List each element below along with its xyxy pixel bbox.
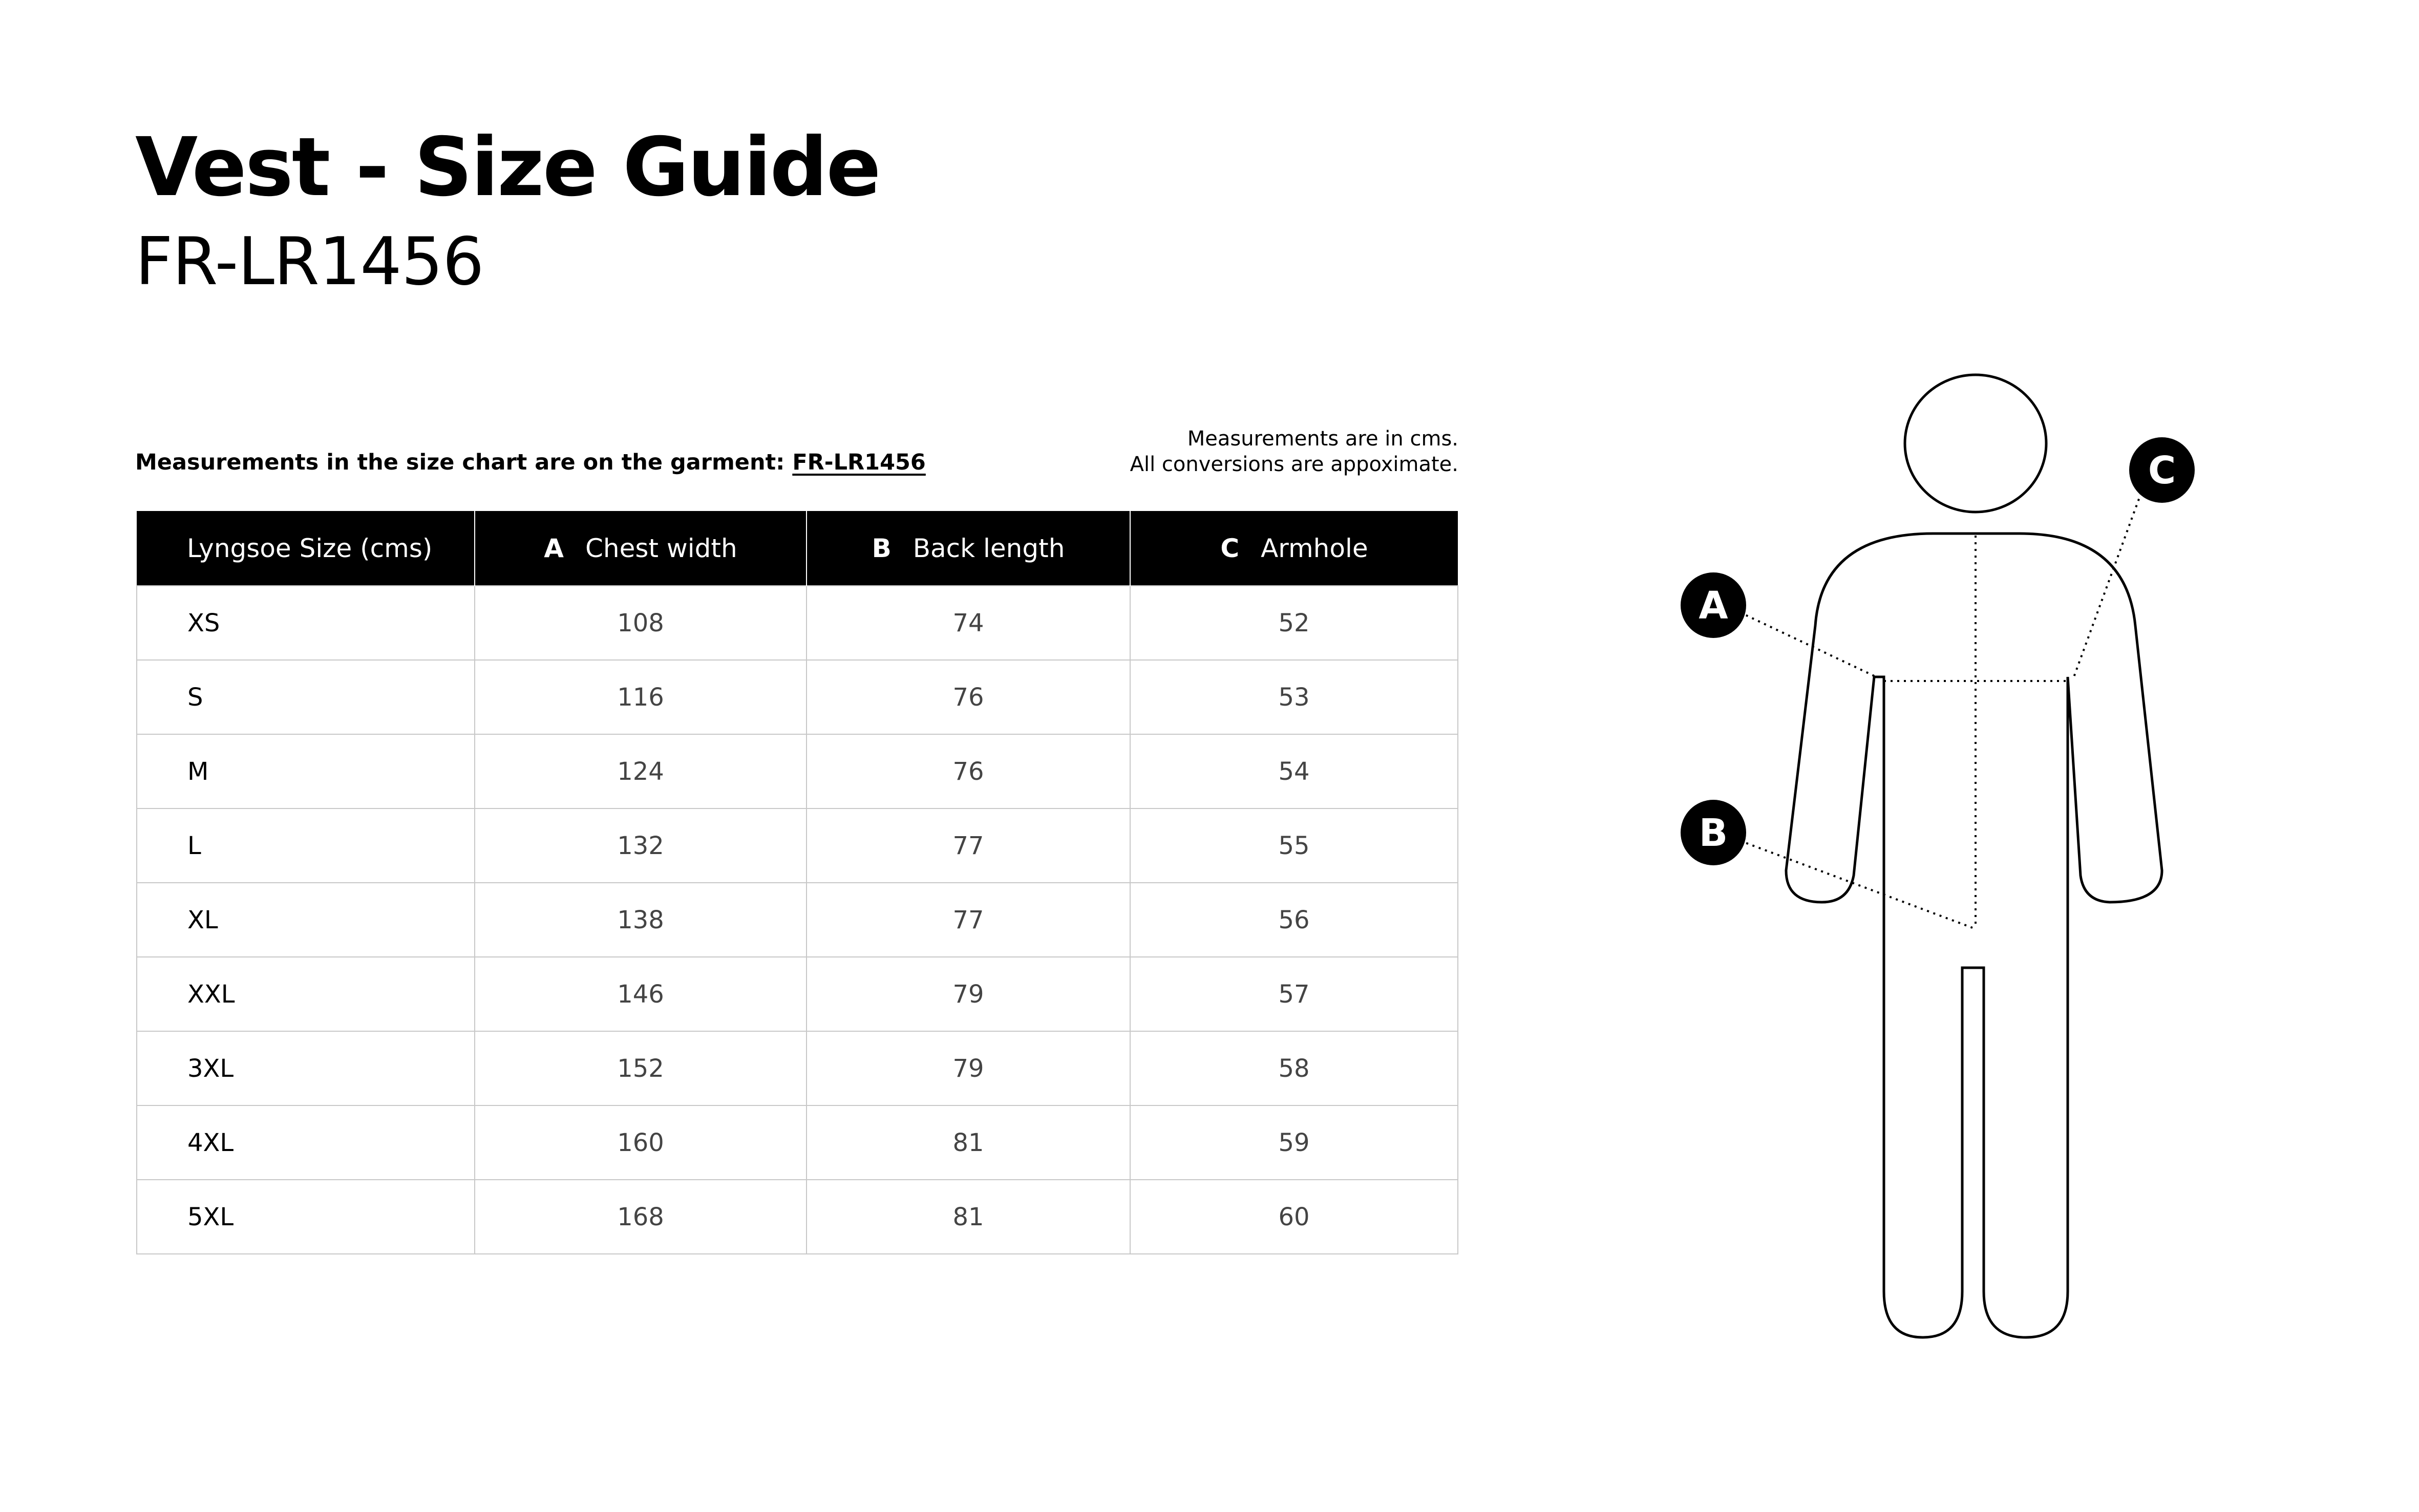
armhole-cell: 56 [1130,883,1458,957]
armhole-cell: 59 [1130,1105,1458,1180]
table-row [137,1105,1458,1180]
back-cell: 81 [807,1105,1130,1180]
table-row [137,586,1458,660]
garment-code-link[interactable]: FR-LR1456 [792,450,926,475]
armhole-cell: 57 [1130,957,1458,1031]
size-cell: L [137,808,475,883]
table-row [137,1031,1458,1105]
back-cell: 77 [807,808,1130,883]
back-cell: 79 [807,1031,1130,1105]
page-title: Vest - Size Guide [135,120,880,215]
measurement-figure [1536,328,2253,1362]
table-row [137,883,1458,957]
chest-cell: 124 [475,734,807,808]
size-cell: M [137,734,475,808]
table-row [137,660,1458,734]
marker-a [1681,572,1746,638]
armhole-cell: 53 [1130,660,1458,734]
size-cell: XL [137,883,475,957]
marker-b-label: B [872,533,892,563]
garment-note [135,450,926,475]
size-cell: XXL [137,957,475,1031]
units-note [1075,426,1458,477]
marker-a-label: A [544,533,564,563]
chest-cell: 108 [475,586,807,660]
size-table [136,511,1458,1254]
chest-cell: 116 [475,660,807,734]
marker-c-letter: C [2148,449,2176,493]
marker-c-label: C [1220,533,1240,563]
marker-b [1681,800,1746,865]
chest-cell: 146 [475,957,807,1031]
header-back-length: B Back length [807,511,1130,586]
back-cell: 76 [807,734,1130,808]
armhole-cell: 52 [1130,586,1458,660]
back-cell: 76 [807,660,1130,734]
table-header-row [137,511,1458,586]
armhole-cell: 58 [1130,1031,1458,1105]
product-code: FR-LR1456 [135,224,484,300]
size-cell: 5XL [137,1180,475,1254]
garment-note-text: Measurements in the size chart are on the garment: [135,450,793,475]
header-size: Lyngsoe Size (cms) [137,511,475,586]
chest-cell: 160 [475,1105,807,1180]
size-cell: XS [137,586,475,660]
back-cell: 79 [807,957,1130,1031]
chest-cell: 152 [475,1031,807,1105]
header-armhole: C Armhole [1130,511,1458,586]
armhole-cell: 60 [1130,1180,1458,1254]
size-cell: 3XL [137,1031,475,1105]
header-chest-width: A Chest width [475,511,807,586]
units-note-line-1: Measurements are in cms. [1187,427,1458,451]
armhole-cell: 54 [1130,734,1458,808]
back-cell: 81 [807,1180,1130,1254]
marker-b-letter: B [1699,811,1728,855]
chest-cell: 138 [475,883,807,957]
chest-cell: 168 [475,1180,807,1254]
table-row [137,957,1458,1031]
table-row [137,1180,1458,1254]
figure-head [1905,375,2046,512]
size-cell: S [137,660,475,734]
units-note-line-2: All conversions are appoximate. [1130,453,1458,476]
figure-body-outline [1786,534,2162,1337]
size-cell: 4XL [137,1105,475,1180]
table-row [137,734,1458,808]
marker-a-letter: A [1699,584,1728,628]
leader-c [2074,486,2144,677]
back-cell: 74 [807,586,1130,660]
armhole-cell: 55 [1130,808,1458,883]
marker-c [2129,437,2195,503]
chest-cell: 132 [475,808,807,883]
table-row [137,808,1458,883]
leader-a [1740,612,1876,677]
back-cell: 77 [807,883,1130,957]
